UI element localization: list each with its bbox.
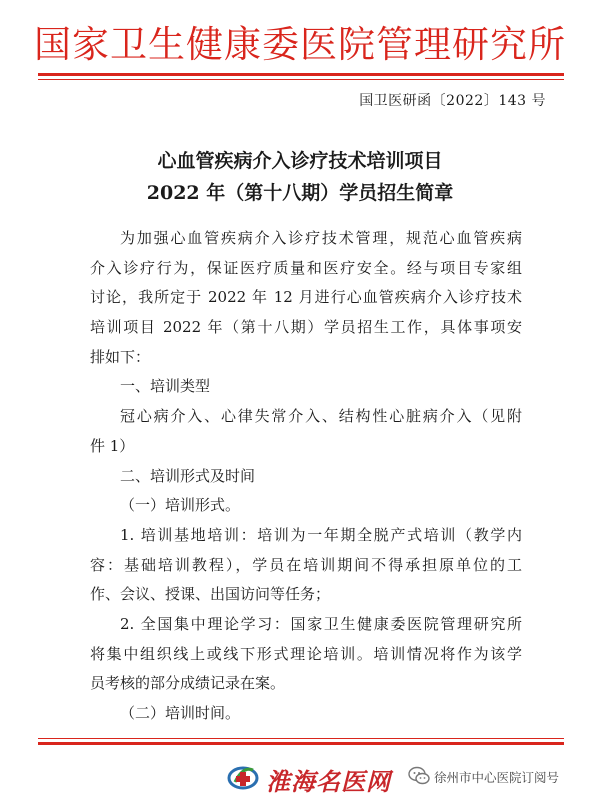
body-line: 排如下： [90,347,151,366]
logo-text: 淮海名医网 [266,768,391,796]
body-line: 将集中组织线上或线下形式理论培训。培训情况将作为该学 [90,644,522,663]
footer-rule-thick [38,742,564,745]
org-title: 国家卫生健康委医院管理研究所 [34,23,566,66]
footer-rule-thin [38,738,564,739]
header-rule-thin [38,79,564,80]
doc-number: 国卫医研函〔2022〕143 号 [359,93,546,109]
body-line: 作、会议、授课、出国访问等任务； [90,585,331,604]
doc-title-line-1: 心血管疾病介入诊疗技术培训项目 [157,150,443,172]
body-line: 2. 全国集中理论学习：国家卫生健康委医院管理研究所 [120,614,522,633]
section-heading: 一、培训类型 [120,377,211,396]
section-heading: 二、培训形式及时间 [120,466,256,485]
body-line: 员考核的部分成绩记录在案。 [90,674,286,693]
wechat-icon [408,766,430,786]
body-line: 介入诊疗行为，保证医疗质量和医疗安全。经与项目专家组 [90,258,522,277]
doc-title-line-2: 2022 年（第十八期）学员招生简章 [146,182,454,204]
subsection-heading: （一）培训形式。 [120,496,241,515]
body-line: 培训项目 2022 年（第十八期）学员招生工作，具体事项安 [90,318,522,337]
body-line: 件 1） [90,436,135,455]
body-line: 容：基础培训教程），学员在培训期间不得承担原单位的工 [90,555,522,574]
document-body [90,224,522,729]
body-line: 冠心病介入、心律失常介入、结构性心脏病介入（见附 [120,407,522,426]
hospital-logo-icon [226,760,260,794]
watermark-footer [0,752,600,803]
body-line: 为加强心血管疾病介入诊疗技术管理，规范心血管疾病 [120,229,522,247]
body-line: 1. 培训基地培训：培训为一年期全脱产式培训（教学内 [120,525,522,544]
wechat-account-name: 徐州市中心医院订阅号 [434,770,560,785]
subsection-heading: （二）培训时间。 [120,704,241,722]
body-line: 讨论，我所定于 2022 年 12 月进行心血管疾病介入诊疗技术 [90,288,522,307]
header-rule-thick [38,73,564,76]
